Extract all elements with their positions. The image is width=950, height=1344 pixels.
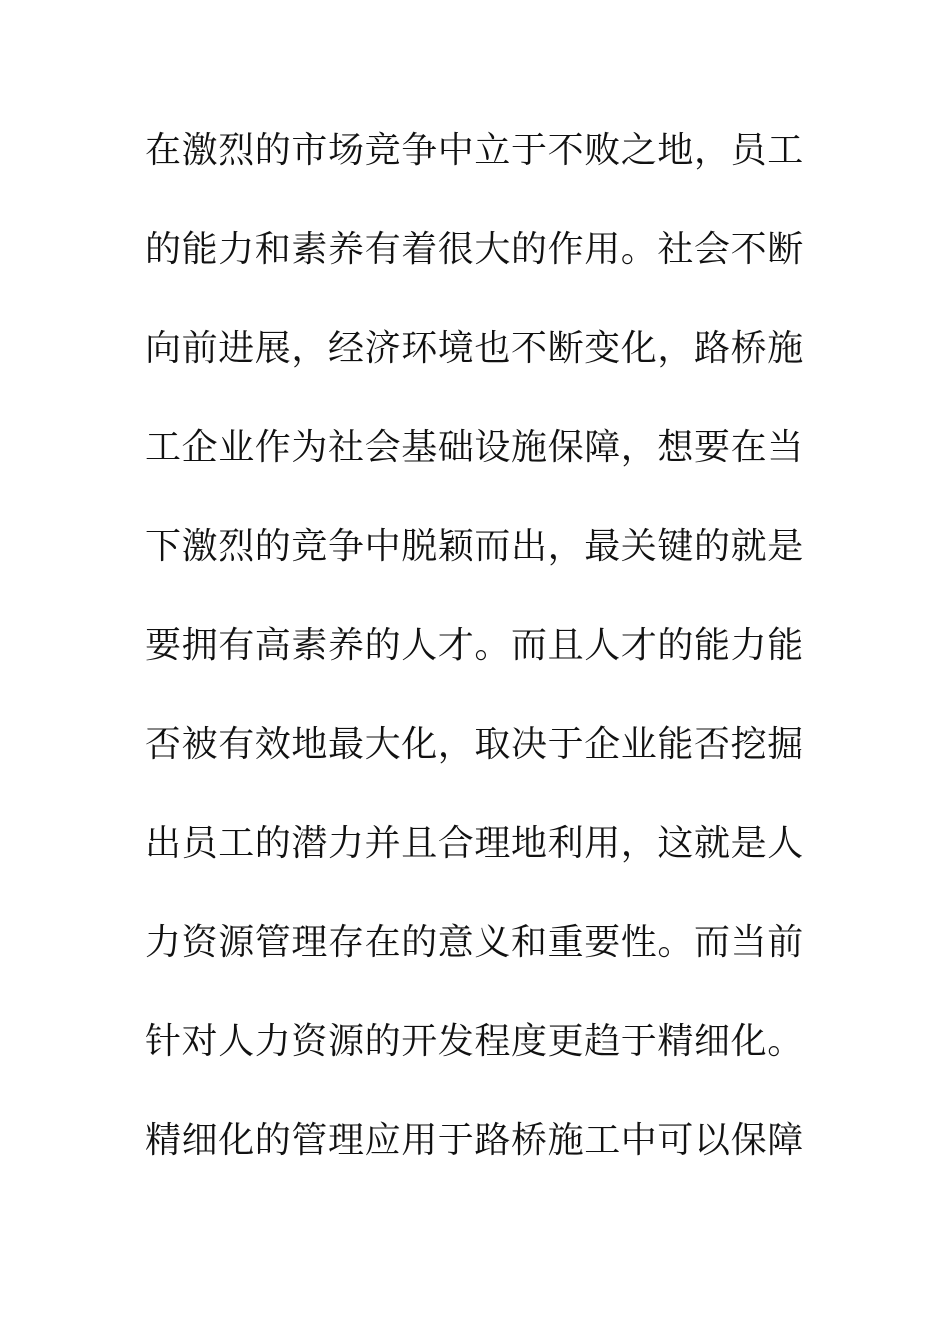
text-line-8: 出员工的潜力并且合理地利用，这就是人 <box>145 823 804 864</box>
text-line-3: 向前进展，经济环境也不断变化，路桥施 <box>145 328 804 369</box>
text-line-5: 下激烈的竞争中脱颖而出，最关键的就是 <box>145 526 804 567</box>
text-line-1: 在激烈的市场竞争中立于不败之地，员工 <box>145 130 804 171</box>
text-line-4: 工企业作为社会基础设施保障，想要在当 <box>145 427 804 468</box>
text-line-6: 要拥有高素养的人才。而且人才的能力能 <box>145 625 804 666</box>
body-paragraph <box>145 120 810 1209</box>
text-line-10: 针对人力资源的开发程度更趋于精细化。 <box>145 1021 804 1062</box>
text-line-7: 否被有效地最大化，取决于企业能否挖掘 <box>145 724 804 765</box>
text-line-11: 精细化的管理应用于路桥施工中可以保障 <box>145 1120 804 1161</box>
text-line-9: 力资源管理存在的意义和重要性。而当前 <box>145 922 804 963</box>
text-line-2: 的能力和素养有着很大的作用。社会不断 <box>145 229 804 270</box>
